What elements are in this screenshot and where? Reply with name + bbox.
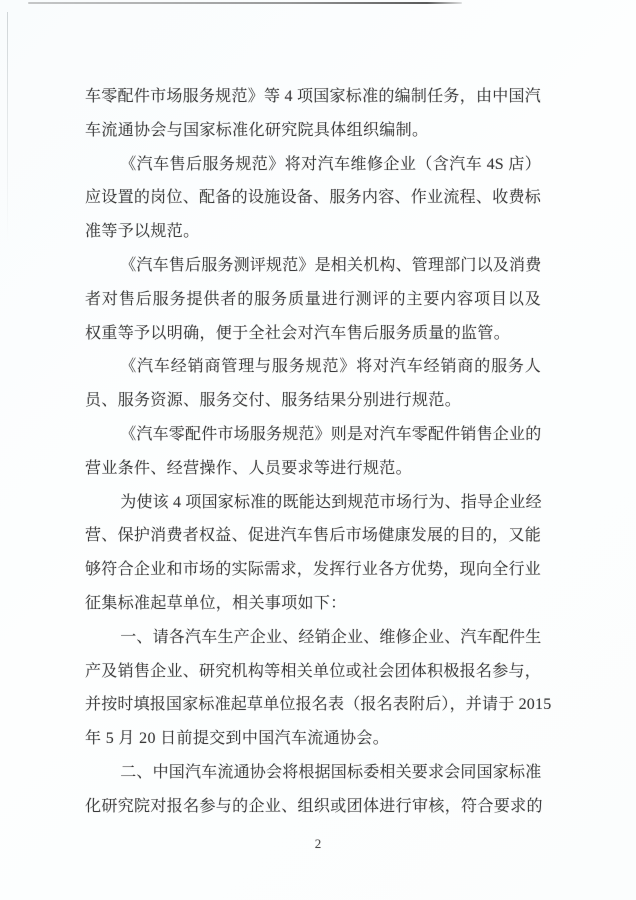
body-line: 够符合企业和市场的实际需求，发挥行业各方优势，现向全行业: [85, 561, 541, 579]
body-line: 者对售后服务提供者的服务质量进行测评的主要内容项目以及: [85, 290, 541, 308]
body-line: 化研究院对报名参与的企业、组织或团体进行审核，符合要求的: [85, 797, 543, 815]
body-line: 《汽车售后服务测评规范》是相关机构、管理部门以及消费: [120, 256, 542, 274]
body-line: 车零配件市场服务规范》等 4 项国家标准的编制任务，由中国汽: [85, 88, 541, 105]
body-line: 《汽车零配件市场服务规范》则是对汽车零配件销售企业的: [120, 425, 542, 443]
paragraph: [85, 756, 541, 824]
body-line: 二、中国汽车流通协会将根据国标委相关要求会同国家标准: [120, 763, 542, 781]
body-line: 一、请各汽车生产企业、经销企业、维修企业、汽车配件生: [120, 628, 542, 646]
body-line: 营业条件、经营操作、人员要求等进行规范。: [85, 459, 413, 477]
paragraph: [85, 80, 541, 148]
scan-artifact-left-edge: [7, 12, 8, 242]
body-line: 员、服务资源、服务交付、服务结果分别进行规范。: [85, 392, 462, 410]
body-line: 并按时填报国家标准起草单位报名表（报名表附后），并请于 2015: [85, 696, 552, 714]
body-line: 营、保护消费者权益、促进汽车售后市场健康发展的目的，又能: [85, 527, 541, 545]
body-line: 年 5 月 20 日前提交到中国汽车流通协会。: [85, 730, 390, 748]
body-line: 车流通协会与国家标准化研究院具体组织编制。: [85, 121, 429, 139]
body-line: 《汽车经销商管理与服务规范》将对汽车经销商的服务人: [120, 358, 541, 376]
document-body: [85, 80, 552, 824]
body-line: 征集标准起草单位，相关事项如下：: [85, 594, 347, 612]
paragraph: [85, 486, 541, 621]
body-line: 产及销售企业、研究机构等相关单位或社会团体积极报名参与，: [85, 662, 541, 680]
paragraph: [85, 148, 541, 249]
body-line: 应设置的岗位、配备的设施设备、服务内容、作业流程、收费标: [85, 189, 541, 207]
paragraph: [85, 350, 541, 418]
page-number: 2: [314, 836, 322, 851]
body-line: 准等予以规范。: [85, 223, 200, 241]
paragraph: [85, 418, 541, 486]
body-line: 《汽车售后服务规范》将对汽车维修企业（含汽车 4S 店）: [120, 155, 541, 173]
body-line: 为使该 4 项国家标准的既能达到规范市场行为、指导企业经: [120, 493, 542, 511]
scan-artifact-top-edge: [28, 2, 462, 4]
body-line: 权重等予以明确，便于全社会对汽车售后服务质量的监管。: [85, 324, 511, 342]
paragraph: [85, 621, 552, 756]
paragraph: [85, 249, 541, 350]
